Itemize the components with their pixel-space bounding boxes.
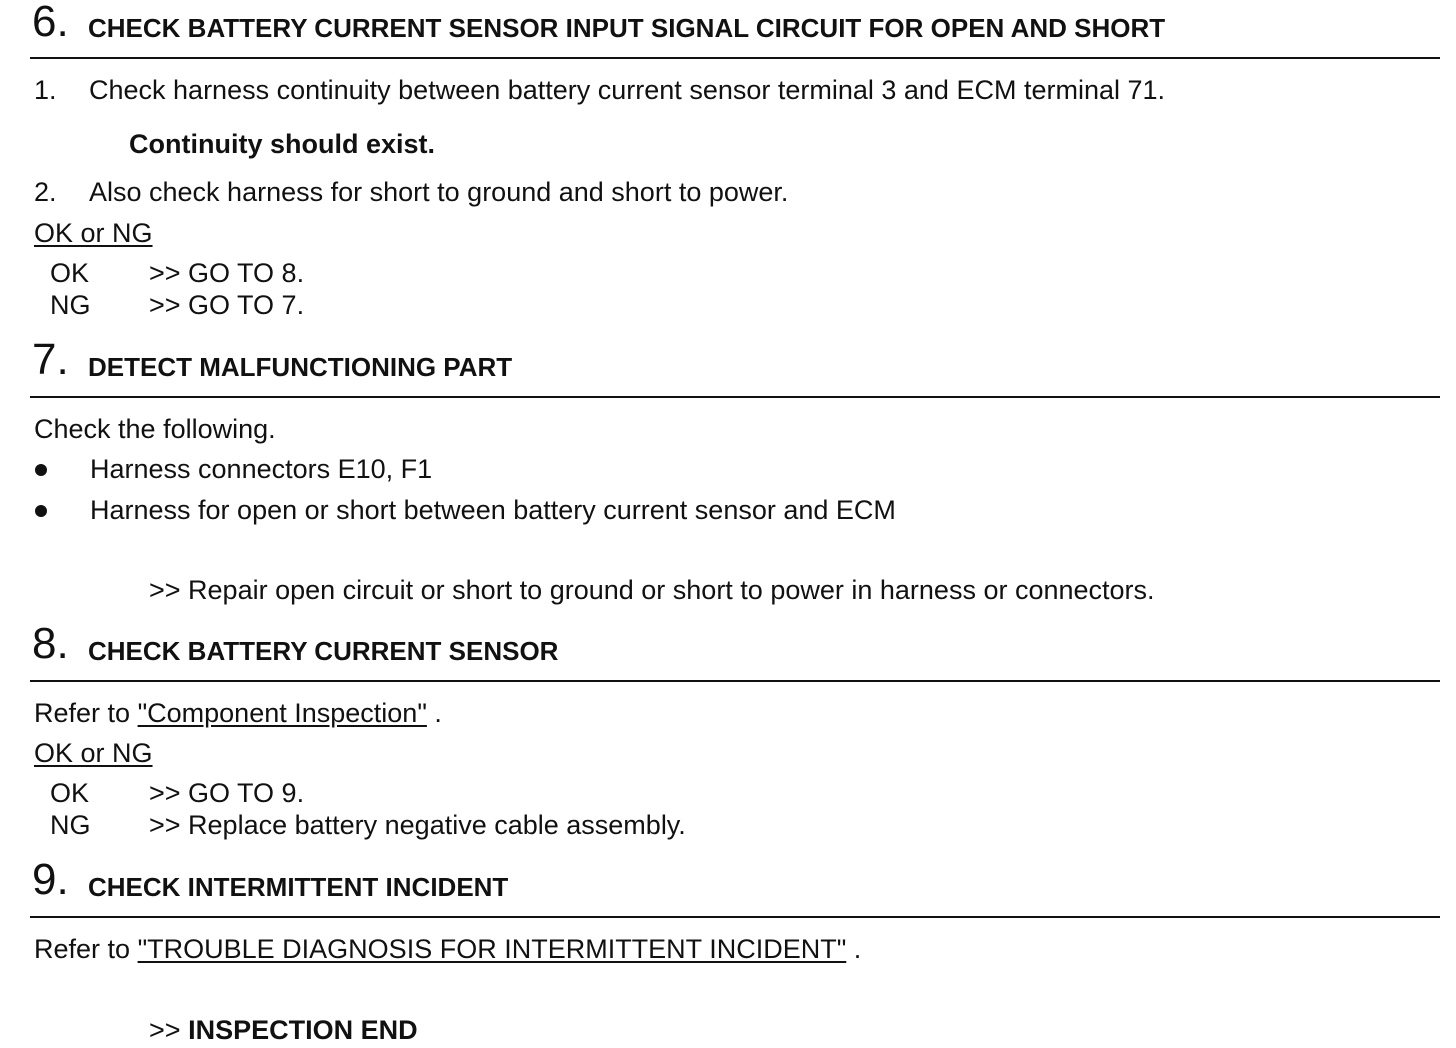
step-8-title: CHECK BATTERY CURRENT SENSOR bbox=[88, 636, 559, 666]
step-7-title: DETECT MALFUNCTIONING PART bbox=[88, 352, 513, 382]
step-7-number: 7. bbox=[32, 335, 69, 384]
step-6-item-2-text: Also check harness for short to ground and short to power. bbox=[89, 177, 789, 207]
step-9-refer-suffix: . bbox=[853, 934, 862, 964]
step-9-number: 9. bbox=[32, 855, 69, 904]
step-8-ok-or-ng-label: OK or NG bbox=[34, 738, 153, 768]
bullet-dot-icon bbox=[35, 464, 47, 476]
step-8-ok-result: >> GO TO 9. bbox=[149, 778, 305, 808]
inspection-end-label: INSPECTION END bbox=[188, 1015, 418, 1045]
step-8-ng-result: >> Replace battery negative cable assembly. bbox=[149, 810, 686, 840]
step-6-title: CHECK BATTERY CURRENT SENSOR INPUT SIGNAL CIRCUIT FOR OPEN AND SHORT bbox=[88, 13, 1166, 43]
step-8-ok-label: OK bbox=[50, 778, 90, 808]
step-8-number: 8. bbox=[32, 619, 69, 668]
step-6-item-1-text: Check harness continuity between battery current sensor terminal 3 and ECM terminal 71. bbox=[89, 75, 1166, 105]
step-6-ng-result: >> GO TO 7. bbox=[149, 290, 305, 320]
step-6-spec: Continuity should exist. bbox=[129, 129, 436, 159]
component-inspection-link[interactable]: "Component Inspection" bbox=[137, 698, 427, 728]
step-6-number: 6. bbox=[32, 0, 69, 46]
step-7-intro: Check the following. bbox=[34, 414, 276, 444]
step-6-item-1-number: 1. bbox=[34, 75, 57, 105]
step-6-divider bbox=[30, 57, 1440, 59]
step-9-end bbox=[149, 1014, 418, 1046]
step-6-ng-label: NG bbox=[50, 290, 91, 320]
step-9-end-prefix: >> bbox=[149, 1015, 181, 1045]
bullet-dot-icon bbox=[35, 505, 47, 517]
step-8-ng-label: NG bbox=[50, 810, 91, 840]
step-9-reference bbox=[34, 933, 861, 965]
step-8-reference bbox=[34, 697, 442, 729]
step-7-bullet-2: Harness for open or short between battery current sensor and ECM bbox=[90, 495, 896, 525]
step-6-ok-result: >> GO TO 8. bbox=[149, 258, 305, 288]
trouble-diagnosis-link[interactable]: "TROUBLE DIAGNOSIS FOR INTERMITTENT INCIDENT" bbox=[137, 934, 847, 964]
step-6-item-2-number: 2. bbox=[34, 177, 57, 207]
step-9-refer-prefix: Refer to bbox=[34, 934, 131, 964]
step-6-ok-or-ng-label: OK or NG bbox=[34, 218, 153, 248]
step-9-title: CHECK INTERMITTENT INCIDENT bbox=[88, 872, 509, 902]
step-9-divider bbox=[30, 916, 1440, 918]
step-8-refer-prefix: Refer to bbox=[34, 698, 131, 728]
step-7-bullet-1: Harness connectors E10, F1 bbox=[90, 454, 433, 484]
step-8-divider bbox=[30, 680, 1440, 682]
step-7-divider bbox=[30, 396, 1440, 398]
step-7-result: >> Repair open circuit or short to ground or short to power in harness or connectors. bbox=[149, 575, 1155, 605]
step-8-refer-suffix: . bbox=[434, 698, 442, 728]
step-6-ok-label: OK bbox=[50, 258, 90, 288]
